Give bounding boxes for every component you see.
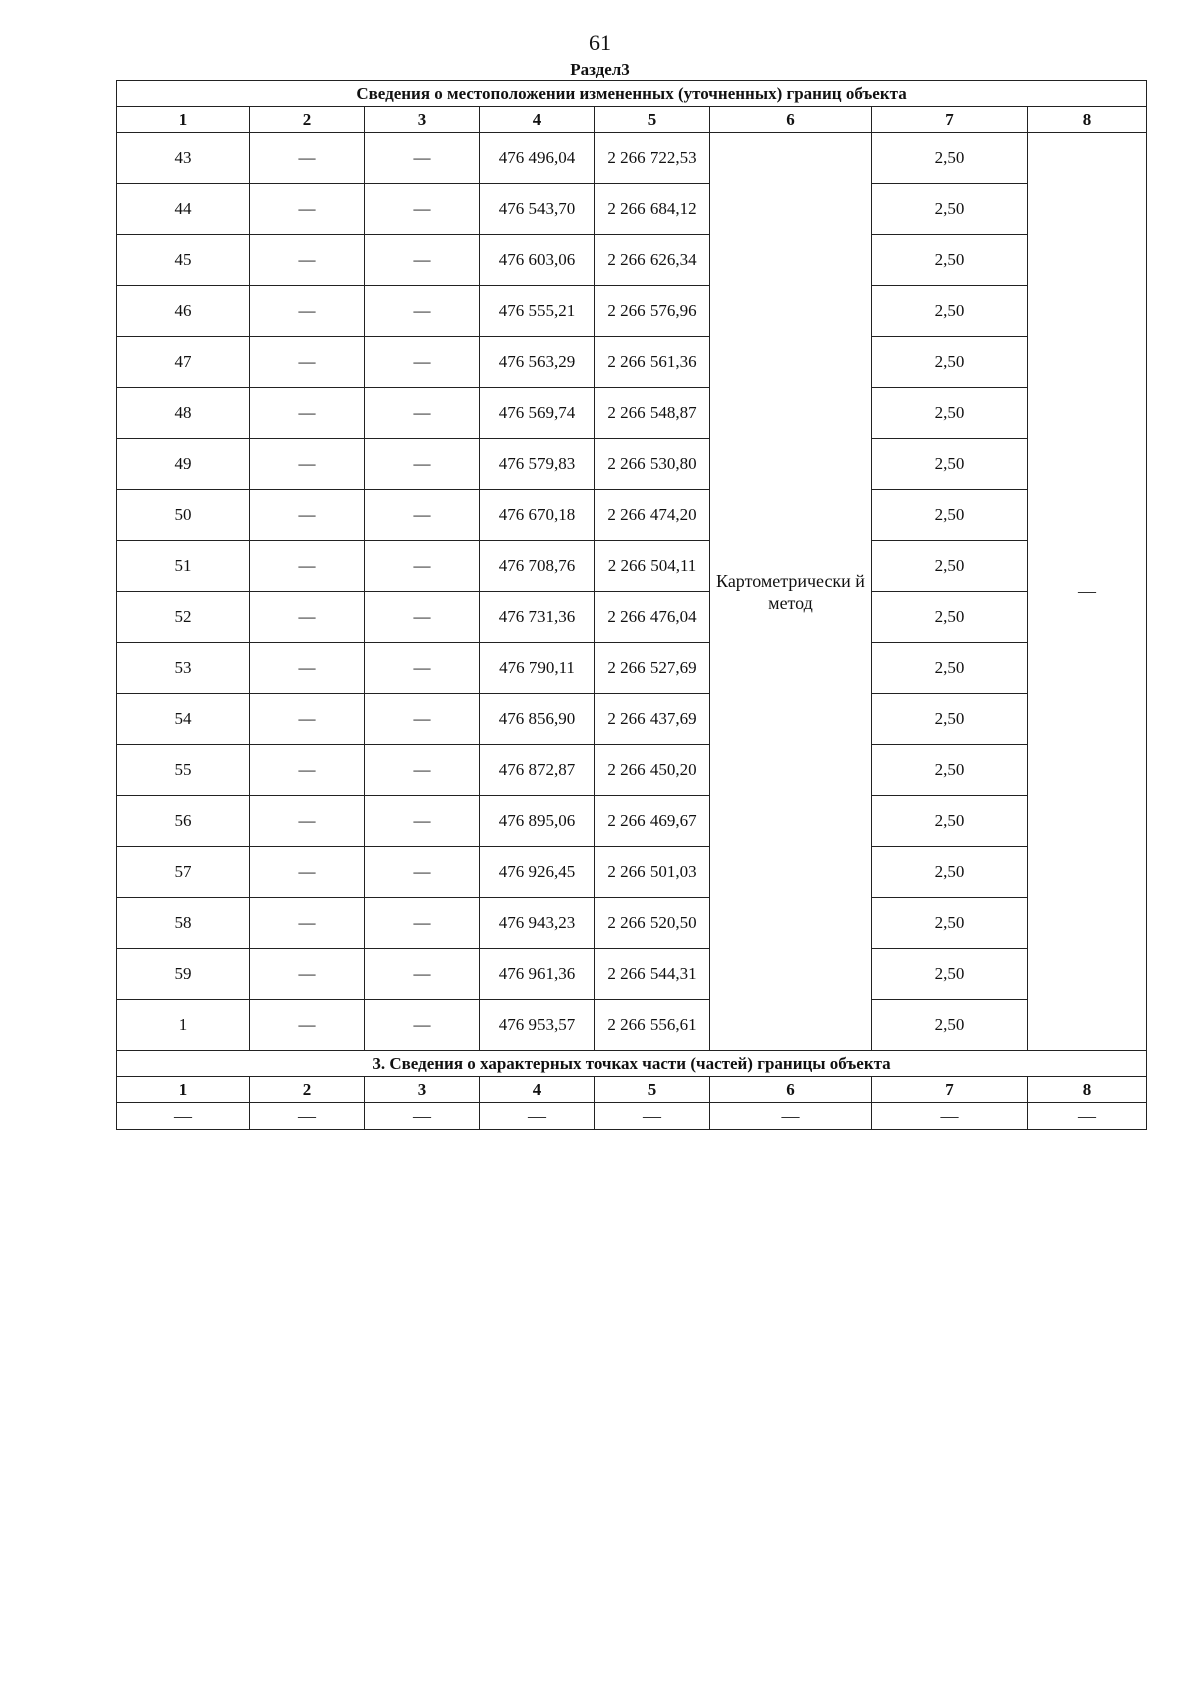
part-cell: — [595,1103,710,1130]
part-cell: — [1028,1103,1147,1130]
x-coordinate: 476 555,21 [480,286,595,337]
table-row [117,949,1147,1000]
accuracy-value: 2,50 [872,235,1028,286]
table-row [117,337,1147,388]
y-coordinate: 2 266 450,20 [595,745,710,796]
part-cell: — [365,1103,480,1130]
column-2-value: — [250,133,365,184]
y-coordinate: 2 266 556,61 [595,1000,710,1051]
column-2-value: — [250,592,365,643]
column-number: 4 [480,107,595,133]
column-2-value: — [250,286,365,337]
x-coordinate: 476 872,87 [480,745,595,796]
column-number: 6 [710,107,872,133]
point-number: 43 [117,133,250,184]
table-title: Сведения о местоположении измененных (уточненных) границ объекта [117,81,1147,107]
point-number: 58 [117,898,250,949]
part-cell: — [480,1103,595,1130]
column-3-value: — [365,541,480,592]
column-3-value: — [365,439,480,490]
y-coordinate: 2 266 527,69 [595,643,710,694]
point-number: 44 [117,184,250,235]
table-row [117,1000,1147,1051]
y-coordinate: 2 266 722,53 [595,133,710,184]
column-3-value: — [365,286,480,337]
x-coordinate: 476 496,04 [480,133,595,184]
point-number: 1 [117,1000,250,1051]
x-coordinate: 476 943,23 [480,898,595,949]
table-title-row [117,81,1147,107]
point-number: 52 [117,592,250,643]
accuracy-value: 2,50 [872,898,1028,949]
table-row [117,643,1147,694]
column-number: 6 [710,1077,872,1103]
column-3-value: — [365,694,480,745]
column-3-value: — [365,745,480,796]
point-number: 48 [117,388,250,439]
accuracy-value: 2,50 [872,694,1028,745]
accuracy-value: 2,50 [872,847,1028,898]
column-3-value: — [365,796,480,847]
point-number: 47 [117,337,250,388]
point-number: 51 [117,541,250,592]
column-2-value: — [250,490,365,541]
column-3-value: — [365,388,480,439]
accuracy-value: 2,50 [872,949,1028,1000]
x-coordinate: 476 603,06 [480,235,595,286]
column-2-value: — [250,439,365,490]
coordinates-table [116,80,1147,1130]
column-number: 5 [595,1077,710,1103]
table-row [117,133,1147,184]
point-number: 59 [117,949,250,1000]
accuracy-value: 2,50 [872,490,1028,541]
column-number: 7 [872,1077,1028,1103]
column-2-value: — [250,898,365,949]
x-coordinate: 476 563,29 [480,337,595,388]
point-number: 45 [117,235,250,286]
section-label: Раздел3 [570,60,630,79]
column-2-value: — [250,949,365,1000]
column-number: 2 [250,1077,365,1103]
x-coordinate: 476 670,18 [480,490,595,541]
accuracy-value: 2,50 [872,541,1028,592]
column-3-value: — [365,490,480,541]
point-number: 56 [117,796,250,847]
table-row [117,898,1147,949]
column-3-value: — [365,949,480,1000]
y-coordinate: 2 266 561,36 [595,337,710,388]
column-2-value: — [250,541,365,592]
column-2-value: — [250,235,365,286]
column-2-value: — [250,745,365,796]
column-2-value: — [250,847,365,898]
y-coordinate: 2 266 520,50 [595,898,710,949]
accuracy-value: 2,50 [872,337,1028,388]
part-column-number-row [117,1077,1147,1103]
y-coordinate: 2 266 474,20 [595,490,710,541]
column-number: 3 [365,107,480,133]
point-number: 55 [117,745,250,796]
column-number: 5 [595,107,710,133]
accuracy-value: 2,50 [872,643,1028,694]
table-row [117,184,1147,235]
column-2-value: — [250,796,365,847]
point-number: 53 [117,643,250,694]
table-row [117,847,1147,898]
x-coordinate: 476 569,74 [480,388,595,439]
accuracy-value: 2,50 [872,439,1028,490]
table-row [117,694,1147,745]
column-3-value: — [365,235,480,286]
table-row [117,541,1147,592]
point-number: 49 [117,439,250,490]
column-3-value: — [365,898,480,949]
x-coordinate: 476 708,76 [480,541,595,592]
table-row [117,490,1147,541]
x-coordinate: 476 543,70 [480,184,595,235]
y-coordinate: 2 266 626,34 [595,235,710,286]
column-number: 8 [1028,1077,1147,1103]
point-number: 46 [117,286,250,337]
accuracy-value: 2,50 [872,745,1028,796]
part-section-title-row [117,1051,1147,1077]
x-coordinate: 476 731,36 [480,592,595,643]
column-2-value: — [250,694,365,745]
column-3-value: — [365,592,480,643]
y-coordinate: 2 266 576,96 [595,286,710,337]
y-coordinate: 2 266 504,11 [595,541,710,592]
table-row [117,286,1147,337]
x-coordinate: 476 926,45 [480,847,595,898]
table-row [117,745,1147,796]
y-coordinate: 2 266 437,69 [595,694,710,745]
column-2-value: — [250,643,365,694]
column-number-row [117,107,1147,133]
accuracy-value: 2,50 [872,133,1028,184]
y-coordinate: 2 266 476,04 [595,592,710,643]
x-coordinate: 476 961,36 [480,949,595,1000]
point-number: 57 [117,847,250,898]
table-row [117,439,1147,490]
column-number: 8 [1028,107,1147,133]
table-row [117,388,1147,439]
x-coordinate: 476 856,90 [480,694,595,745]
accuracy-value: 2,50 [872,388,1028,439]
x-coordinate: 476 953,57 [480,1000,595,1051]
page-number: 61 [589,30,611,55]
part-table-row [117,1103,1147,1130]
y-coordinate: 2 266 544,31 [595,949,710,1000]
column-2-value: — [250,337,365,388]
accuracy-value: 2,50 [872,592,1028,643]
column-3-value: — [365,847,480,898]
part-cell: — [250,1103,365,1130]
part-cell: — [117,1103,250,1130]
y-coordinate: 2 266 684,12 [595,184,710,235]
column-8-value: — [1028,133,1147,1051]
accuracy-value: 2,50 [872,1000,1028,1051]
column-number: 1 [117,1077,250,1103]
y-coordinate: 2 266 548,87 [595,388,710,439]
part-cell: — [872,1103,1028,1130]
method-cell: Картометрически й метод [710,133,872,1051]
column-number: 1 [117,107,250,133]
x-coordinate: 476 895,06 [480,796,595,847]
y-coordinate: 2 266 501,03 [595,847,710,898]
column-number: 2 [250,107,365,133]
column-2-value: — [250,1000,365,1051]
column-3-value: — [365,1000,480,1051]
x-coordinate: 476 790,11 [480,643,595,694]
column-3-value: — [365,133,480,184]
part-section-title: 3. Сведения о характерных точках части (частей) границы объекта [117,1051,1147,1077]
y-coordinate: 2 266 530,80 [595,439,710,490]
table-row [117,796,1147,847]
column-number: 7 [872,107,1028,133]
column-3-value: — [365,184,480,235]
table-row [117,235,1147,286]
accuracy-value: 2,50 [872,184,1028,235]
column-2-value: — [250,184,365,235]
column-number: 3 [365,1077,480,1103]
point-number: 50 [117,490,250,541]
accuracy-value: 2,50 [872,796,1028,847]
point-number: 54 [117,694,250,745]
accuracy-value: 2,50 [872,286,1028,337]
column-number: 4 [480,1077,595,1103]
part-cell: — [710,1103,872,1130]
table-row [117,592,1147,643]
column-3-value: — [365,643,480,694]
y-coordinate: 2 266 469,67 [595,796,710,847]
column-2-value: — [250,388,365,439]
x-coordinate: 476 579,83 [480,439,595,490]
column-3-value: — [365,337,480,388]
